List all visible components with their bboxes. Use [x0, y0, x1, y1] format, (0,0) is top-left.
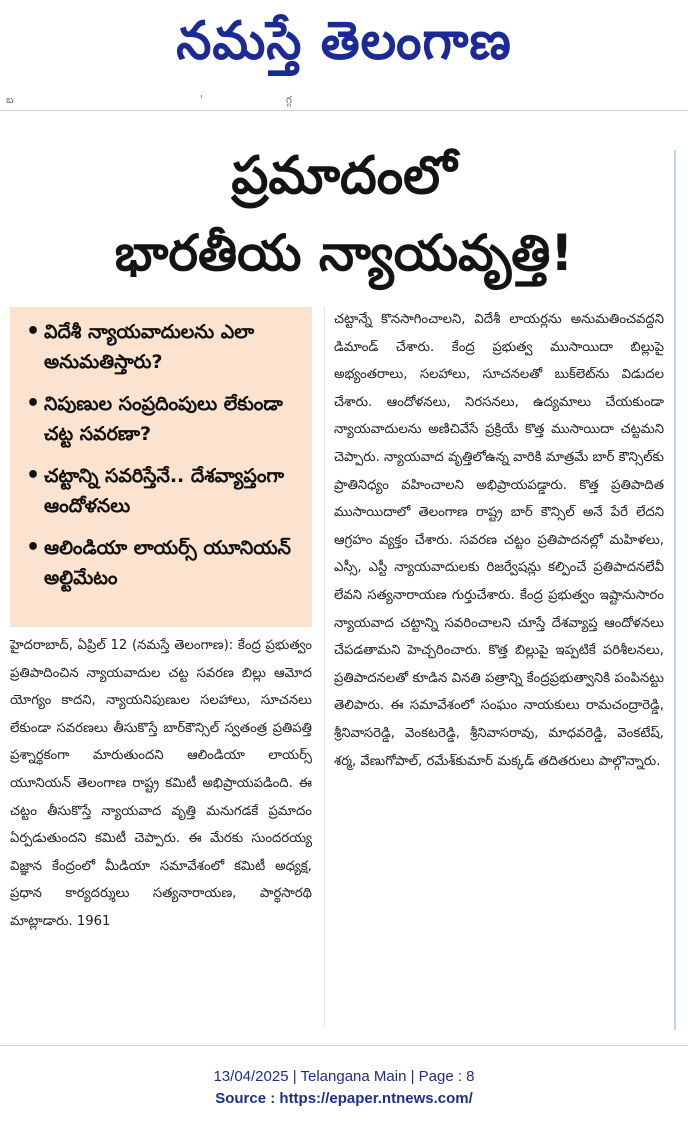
- highlight-item: • ఆలిండియా లాయర్స్ యూనియన్ అల్టిమేటం: [26, 535, 291, 589]
- highlight-item: • విదేశీ న్యాయవాదులను ఎలా అనుమతిస్తారు?: [26, 319, 255, 373]
- strip-fragment: బ: [6, 95, 14, 106]
- highlight-item: • చట్టాన్ని సవరిస్తేనే.. దేశవ్యాప్తంగా ఆందోళనలు: [26, 463, 285, 517]
- bullet-icon: •: [26, 391, 41, 416]
- masthead-strip: [0, 92, 688, 111]
- article-column-left: [10, 632, 312, 936]
- column-divider: [324, 306, 325, 1026]
- strip-fragment: గ్గ: [286, 95, 292, 106]
- strip-fragment: ': [200, 94, 203, 105]
- headline-line-1: ప్రమాదంలో: [231, 146, 457, 206]
- article-text-left: హైదరాబాద్, ఏప్రిల్ 12 (నమస్తే తెలంగాణ): కేంద్ర ప్రభుత్వం ప్రతిపాదించిన న్యాయవాదుల చట్ట సవరణ బిల్లు ఆమోద యోగ్యం కాదని, న్యాయనిపుణుల సలహాలు, సూచనలు లేకుండా సవరణలు తీసుకొస్తే బార్‌కౌన్సిల్ స్వతంత్ర ప్రతిపత్తి ప్రశ్నార్థకంగా మారుతుందని ఆలిండియా లాయర్స్ యూనియన్ తెలంగాణ రాష్ట్ర కమిటీ అభిప్రాయపడింది. ఈ చట్టం తీసుకొస్తే న్యాయవాద వృత్తి మనుగడకే ప్రమాదం ఏర్పడుతుందని కమిటీ చెప్పారు. ఈ మేరకు సుందరయ్య విజ్ఞాన కేంద్రంలో మీడియా సమావేశంలో కమిటీ అధ్యక్ష, ప్రధాన కార్యదర్శులు సత్యనారాయణ, పార్థసారథి మాట్లాడారు. 1961: [10, 638, 312, 929]
- highlights-box: [10, 307, 312, 627]
- bullet-icon: •: [26, 535, 41, 560]
- highlight-item: • నిపుణుల సంప్రదింపులు లేకుండా చట్ట సవరణా?: [26, 391, 283, 445]
- bullet-icon: •: [26, 463, 41, 488]
- article-column-right: [334, 306, 664, 775]
- edition-info: 13/04/2025 | Telangana Main | Page : 8: [213, 1068, 475, 1085]
- masthead: [0, 0, 688, 90]
- newspaper-logo: నమస్తే తెలంగాణ: [176, 10, 512, 72]
- headline: [0, 140, 688, 294]
- source-link[interactable]: Source : https://epaper.ntnews.com/: [215, 1090, 473, 1107]
- headline-line-2: భారతీయ న్యాయవృత్తి!: [114, 224, 574, 282]
- footer-divider: [0, 1045, 688, 1046]
- footer: [0, 1066, 688, 1110]
- highlights-list: [10, 307, 312, 593]
- article-text-right: చట్టాన్నే కొనసాగించాలని, విదేశీ లాయర్లను అనుమతించవద్దని డిమాండ్ చేశారు. కేంద్ర ప్రభుత్వ ముసాయిదా బిల్లుపై అభ్యంతరాలు, సలహాలు, సూచనలతో బుక్‌లెట్‌ను విడుదల చేశారు. ఆందోళనలు, నిరసనలు, ఉద్యమాలు చేయకుండా న్యాయవాదులను అణిచివేసే ప్రక్రియే కొత్త ముసాయిదా చట్టమని చెప్పారు. న్యాయవాద వృత్తిలోఉన్న వారికి మాత్రమే బార్ కౌన్సిల్‌కు ప్రాతినిధ్యం వహించాలని అభిప్రాయపడ్డారు. కొత్త ప్రతిపాదిత ముసాయిదాలో తెలంగాణ రాష్ట్ర బార్ కౌన్సిల్ అనే పేరే లేదని ఆగ్రహం వ్యక్తం చేశారు. సవరణ చట్టం ప్రతిపాదనల్లో మహిళలు, ఎస్సీ, ఎస్టీ న్యాయవాదులకు రిజర్వేషన్లు కల్పించే ప్రతిపాదనలేవీ లేవని సత్యనారాయణ గుర్తుచేశారు. కేంద్ర ప్రభుత్వం ఇష్టానుసారం న్యాయవాద చట్టాన్ని సవరించాలని చూస్తే దేశవ్యాప్త ఆందోళనలు చేపడతామని హెచ్చరించారు. కొత్త బిల్లుపై ఇప్పటికే పరిశీలనలు, ప్రతిపాదనలతో కూడిన వినతి పత్రాన్ని కేంద్రప్రభుత్వానికి పంపినట్టు తెలిపారు. ఈ సమావేశంలో సంఘం నాయకులు రామచంద్రారెడ్డి, శ్రీనివాసరెడ్డి, వెంకటరెడ్డి, శ్రీనివాసరావు, మాధవరెడ్డి, వెంకటేష్, శర్మ, వేణుగోపాల్, రమేశ్‌కుమార్ మక్కడ్ తదితరులు పాల్గొన్నారు.: [334, 312, 664, 769]
- bullet-icon: •: [26, 319, 41, 344]
